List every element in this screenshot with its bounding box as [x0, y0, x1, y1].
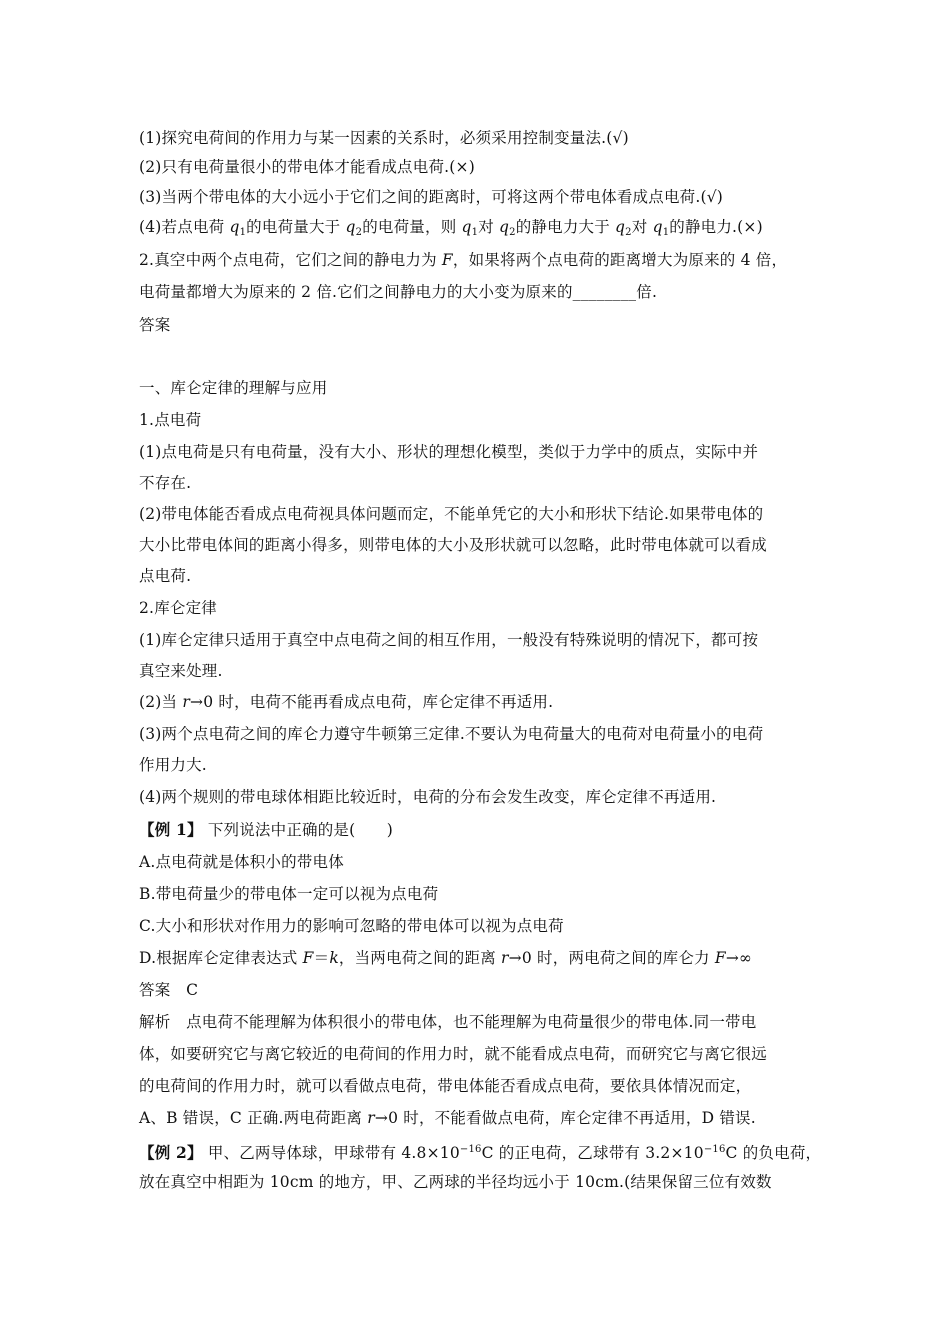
text-span: ＝ [313, 949, 330, 967]
text-line: 不存在. [139, 474, 192, 492]
symbol-q: q [652, 218, 663, 236]
symbol-q: q [461, 218, 472, 236]
symbol-q: q [345, 218, 356, 236]
symbol-r: r [182, 693, 191, 711]
text-line: 放在真空中相距为 10cm 的地方，甲、乙两球的半径均远小于 10cm.(结果保留三位有效数 [139, 1173, 772, 1191]
text-span: 对 [478, 218, 500, 236]
text-line: (3)当两个带电体的大小远小于它们之间的距离时，可将这两个带电体看成点电荷.(√) [139, 188, 724, 206]
subscript: 1 [239, 227, 247, 238]
text-span: (4)若点电荷 [139, 218, 230, 236]
text-line: (1)点电荷是只有电荷量，没有大小、形状的理想化模型，类似于力学中的质点，实际中并 [139, 443, 759, 461]
option-d [139, 948, 752, 968]
text-line: 点电荷. [139, 567, 192, 585]
text-line: (2)带电体能否看成点电荷视具体问题而定，不能单凭它的大小和形状下结论.如果带电体的 [139, 505, 764, 523]
text-span: 的静电力.(×) [669, 218, 763, 236]
text-span: 下列说法中正确的是( ) [202, 821, 394, 839]
symbol-q: q [229, 218, 240, 236]
explanation-line [139, 1108, 756, 1128]
text-span: 的静电力大于 [515, 218, 616, 236]
example-1-prompt [139, 820, 393, 840]
text-span: (2)当 [139, 693, 183, 711]
text-span: ，当两电荷之间的距离 [338, 949, 502, 967]
symbol-f: F [714, 949, 726, 967]
exponent: −16 [703, 1144, 726, 1155]
text-line: (2)只有电荷量很小的带电体才能看成点电荷.(×) [139, 158, 475, 176]
section-heading: 一、库仑定律的理解与应用 [139, 379, 328, 397]
answer-label: 答案 [139, 316, 171, 334]
text-span: C 的负电荷， [725, 1144, 822, 1162]
option-b: B.带电荷量少的带电体一定可以视为点电荷 [139, 885, 439, 903]
text-span: C 的正电荷，乙球带有 3.2×10 [481, 1144, 704, 1162]
text-line: (1)探究电荷间的作用力与某一因素的关系时，必须采用控制变量法.(√) [139, 129, 629, 147]
text-span: A、B 错误，C 正确.两电荷距离 [139, 1109, 368, 1127]
symbol-k: k [329, 949, 339, 967]
explanation-line: 解析 点电荷不能理解为体积很小的带电体，也不能理解为电荷量很少的带电体.同一带电 [139, 1013, 757, 1031]
subscript: 1 [471, 227, 479, 238]
subscript: 2 [509, 227, 516, 238]
text-span: D.根据库仑定律表达式 [139, 949, 303, 967]
text-span: 甲、乙两导体球，甲球带有 4.8×10 [202, 1144, 460, 1162]
explanation-line: 的电荷间的作用力时，就可以看做点电荷，带电体能否看成点电荷，要依具体情况而定， [139, 1077, 752, 1095]
symbol-f: F [441, 251, 453, 269]
text-line: (4)两个规则的带电球体相距比较近时，电荷的分布会发生改变，库仑定律不再适用. [139, 788, 717, 806]
text-span: →∞ [725, 949, 753, 967]
text-span: 2.真空中两个点电荷，它们之间的静电力为 [139, 251, 442, 269]
example-2-prompt [139, 1140, 821, 1163]
text-span: 的电荷量大于 [246, 218, 346, 236]
text-line: 作用力大. [139, 756, 207, 774]
explanation-line: 体，如要研究它与离它较近的电荷间的作用力时，就不能看成点电荷，而研究它与离它很远 [139, 1045, 768, 1063]
text-line: 真空来处理. [139, 662, 223, 680]
subscript: 2 [625, 227, 632, 238]
subsection-heading: 1.点电荷 [139, 411, 202, 429]
text-line: (3)两个点电荷之间的库仑力遵守牛顿第三定律.不要认为电荷量大的电荷对电荷量小的电荷 [139, 725, 764, 743]
text-line [139, 250, 787, 270]
symbol-r: r [367, 1109, 375, 1127]
text-span: ，如果将两个点电荷的距离增大为原来的 4 倍， [452, 251, 788, 269]
text-line: 大小比带电体间的距离小得多，则带电体的大小及形状就可以忽略，此时带电体就可以看成 [139, 536, 768, 554]
subscript: 1 [662, 227, 670, 238]
text-span: →0 时，两电荷之间的库仑力 [508, 949, 715, 967]
subscript: 2 [355, 227, 363, 238]
option-c: C.大小和形状对作用力的影响可忽略的带电体可以视为点电荷 [139, 917, 564, 935]
option-a: A.点电荷就是体积小的带电体 [139, 853, 344, 871]
symbol-f: F [302, 949, 314, 967]
text-span: 的电荷量，则 [362, 218, 462, 236]
answer-line: 答案 C [139, 981, 199, 999]
example-label: 【例 2】 [139, 1143, 203, 1162]
text-line: (1)库仑定律只适用于真空中点电荷之间的相互作用，一般没有特殊说明的情况下，都可按 [139, 631, 759, 649]
subsection-heading: 2.库仑定律 [139, 599, 217, 617]
exponent: −16 [459, 1144, 482, 1155]
text-span: →0 时，不能看做点电荷，库仑定律不再适用，D 错误. [374, 1109, 756, 1127]
text-line [139, 692, 553, 712]
text-span: 对 [631, 218, 653, 236]
text-line [139, 217, 763, 243]
symbol-r: r [501, 949, 509, 967]
example-label: 【例 1】 [139, 820, 203, 839]
symbol-q: q [615, 218, 626, 236]
text-line: 电荷量都增大为原来的 2 倍.它们之间静电力的大小变为原来的________倍. [139, 283, 658, 301]
text-span: →0 时，电荷不能再看成点电荷，库仑定律不再适用. [190, 693, 554, 711]
symbol-q: q [499, 218, 510, 236]
